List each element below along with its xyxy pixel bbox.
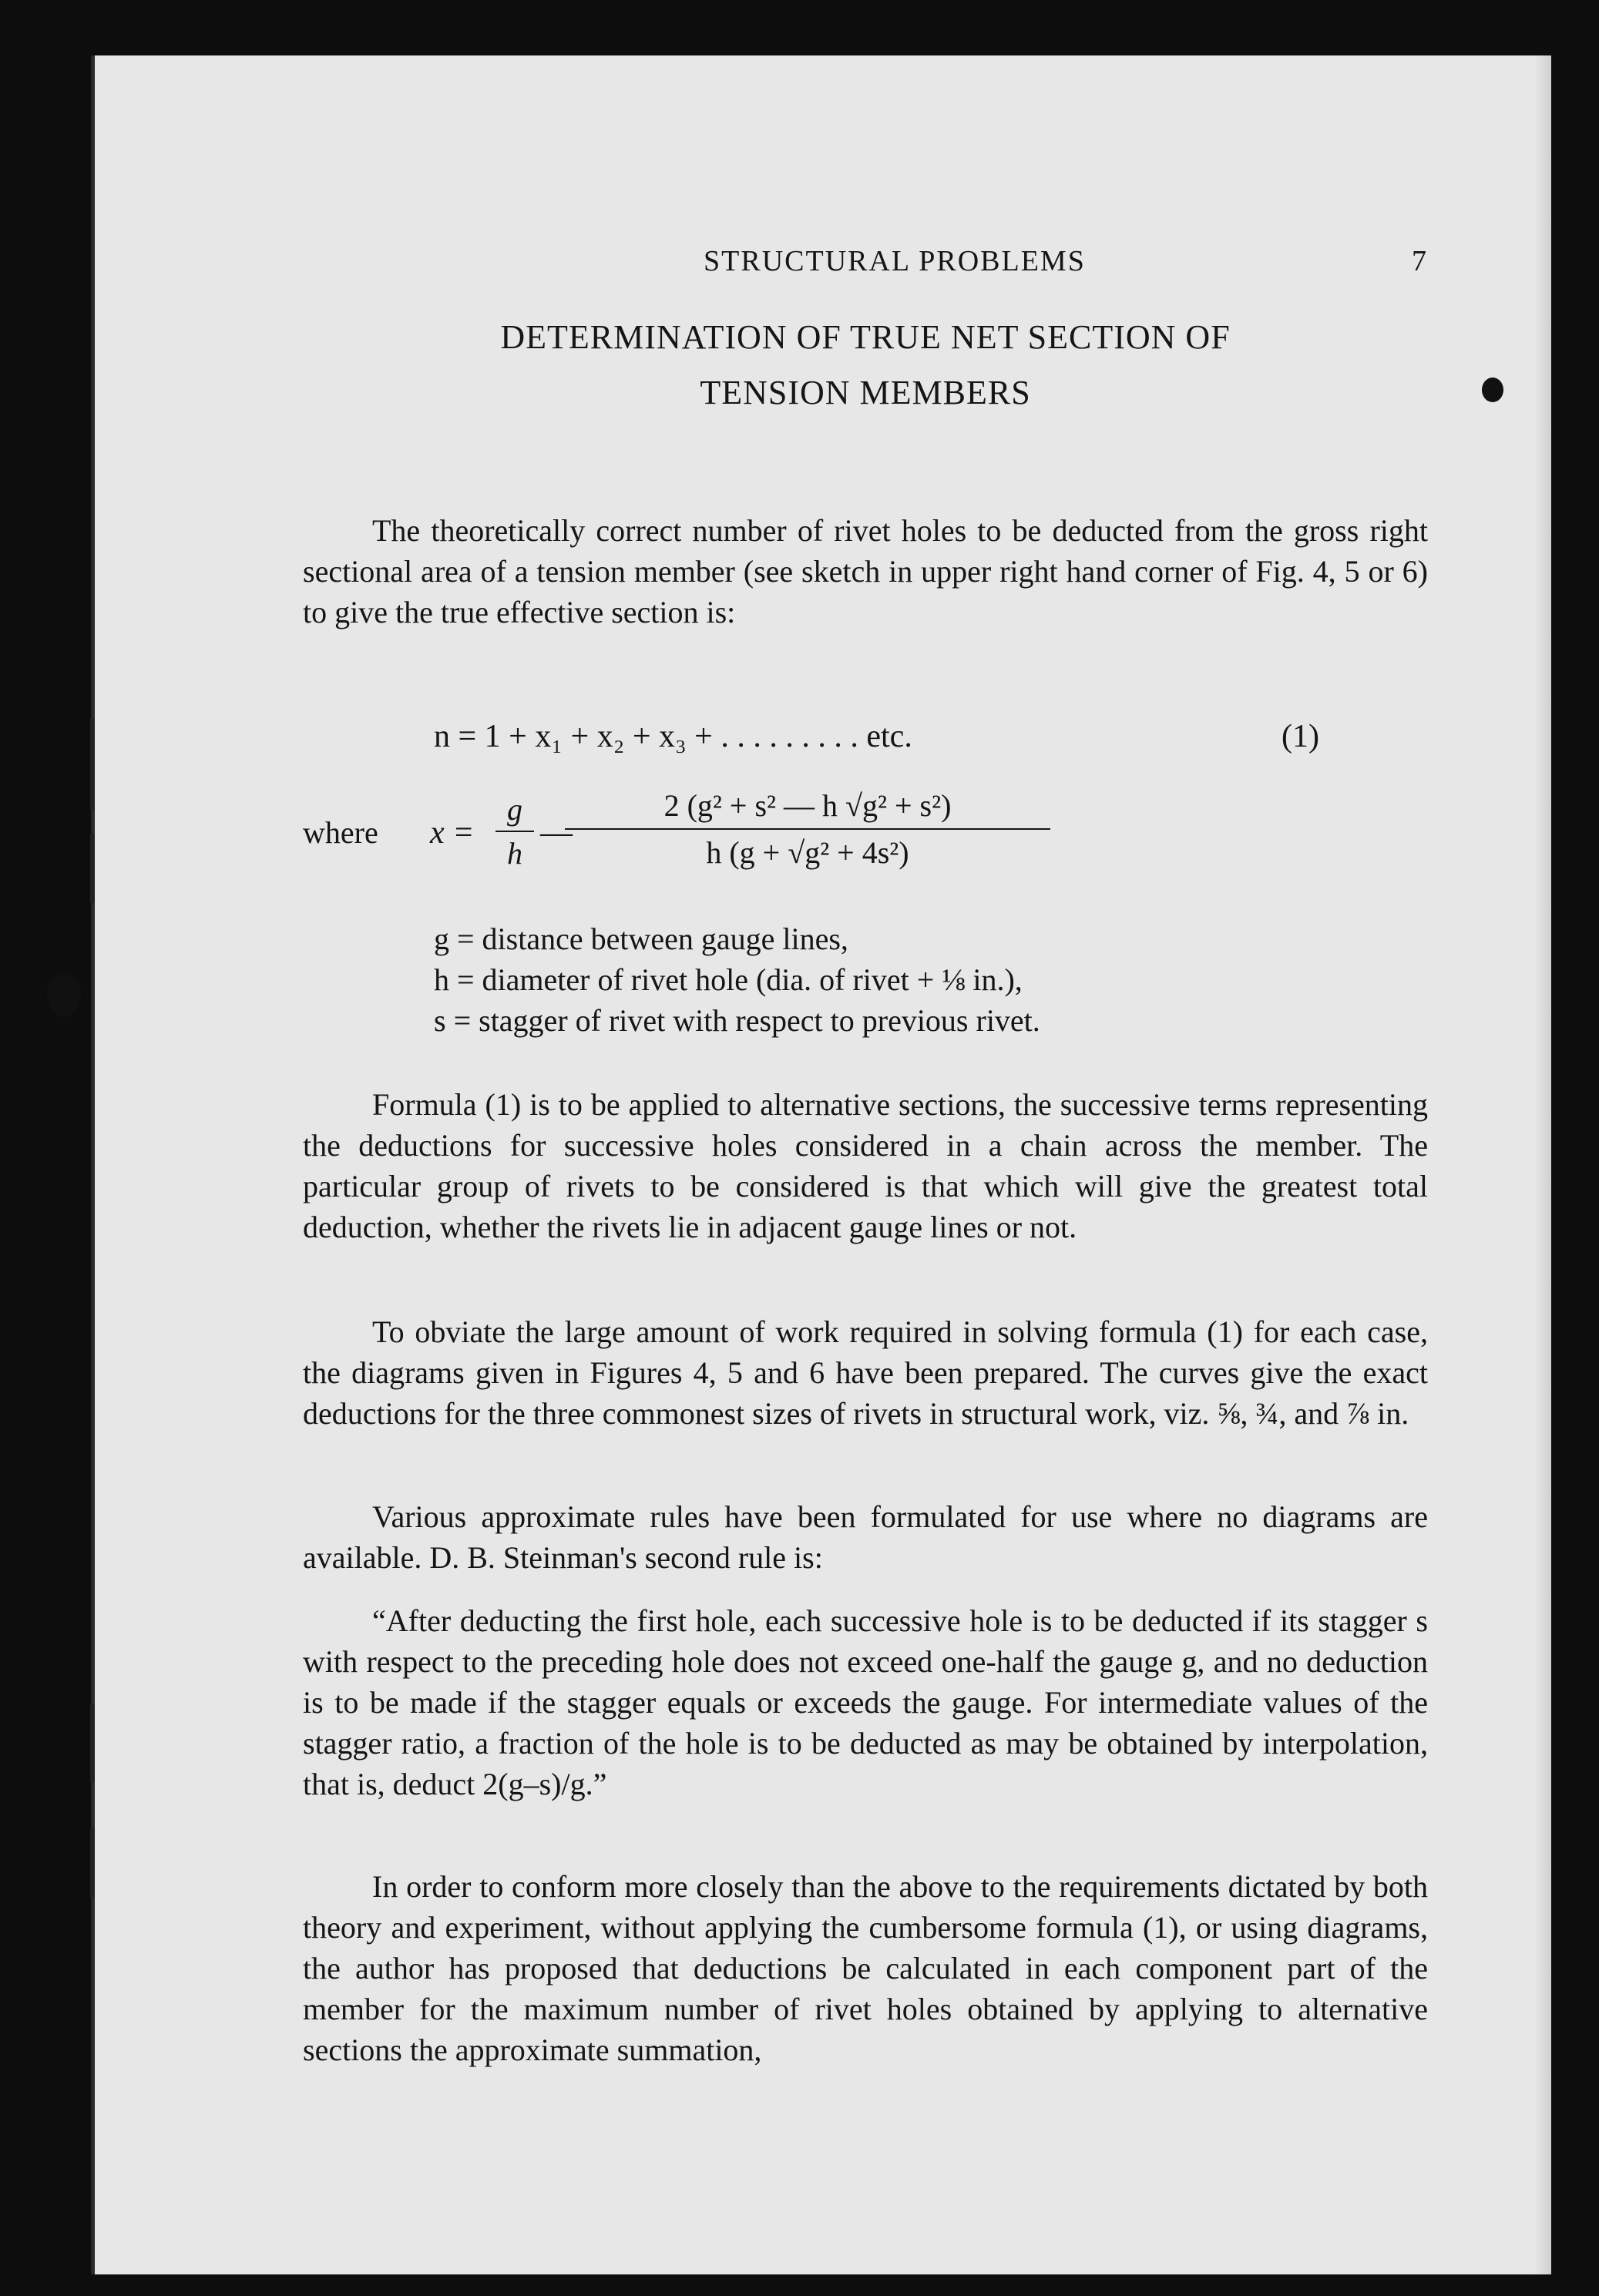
variable-definitions bbox=[434, 918, 1040, 1041]
paragraph-1: The theoretically correct number of rivet holes to be deducted from the gross right sectional area of a tension member (see sketch in upper right hand corner of Fig. 4, 5 or 6) to give the true effective section is: bbox=[303, 513, 1428, 629]
deduction-denominator: h (g + √g² + 4s²) bbox=[706, 835, 909, 870]
paragraph-2: Formula (1) is to be applied to alternative sections, the successive terms representing the deductions for successive holes considered in a chain across the member. The particular group of rivets to be considered is that which will give the greatest total deduction, whether the rivets lie in adjacent gauge lines or not. bbox=[303, 1087, 1428, 1244]
deduction-numerator: 2 (g² + s² — h √g² + s²) bbox=[663, 788, 952, 823]
definition-h: h = diameter of rivet hole (dia. of rivet + ⅛ in.), bbox=[434, 962, 1023, 997]
definition-s: s = stagger of rivet with respect to previous rivet. bbox=[434, 1003, 1040, 1038]
paragraph-3: To obviate the large amount of work required in solving formula (1) for each case, the diagrams given in Figures 4, 5 and 6 have been prepared. The curves give the exact deductions for the three commonest sizes of rivets in structural work, viz. ⅝, ¾, and ⅞ in. bbox=[303, 1314, 1428, 1431]
fraction-numerator: g bbox=[507, 792, 522, 827]
deduction-fraction bbox=[565, 787, 1050, 871]
running-head: STRUCTURAL PROBLEMS bbox=[704, 245, 1086, 277]
fraction-denominator: h bbox=[507, 836, 522, 871]
title-line-2: TENSION MEMBERS bbox=[700, 374, 1031, 411]
paragraph-6: In order to conform more closely than the above to the requirements dictated by both theory and experiment, without applying the cumbersome formula (1), or using diagrams, the author has proposed that deductions be calculated in each component part of the member for the maximum number of rivet holes obtained by applying to alternative sections the approximate summation, bbox=[303, 1869, 1428, 2067]
title-line-1: DETERMINATION OF TRUE NET SECTION OF bbox=[500, 318, 1231, 356]
binding-mark bbox=[90, 834, 95, 903]
scan-blot bbox=[47, 972, 81, 1017]
equation-1-number: (1) bbox=[1282, 719, 1319, 754]
scan-speck bbox=[1482, 378, 1503, 402]
book-page bbox=[91, 55, 1551, 2274]
fraction-g-over-h bbox=[495, 791, 534, 871]
fraction-bar bbox=[495, 831, 534, 832]
binding-mark bbox=[90, 1704, 95, 1781]
paragraph-5: “After deducting the first hole, each successive hole is to be deducted if its stagger s with respect to the preceding hole does not exceed one-half the gauge g, and no deduction is to be made if the stagger equals or exceeds the gauge. For intermediate values of the stagger ratio, a fraction of the hole is to be deducted as may be obtained by interpolation, that is, deduct 2(g–s)/g.” bbox=[303, 1603, 1428, 1801]
equation-1: n = 1 + x₁ + x₂ + x₃ + . . . . . . . . . etc. bbox=[434, 719, 912, 754]
page-number: 7 bbox=[1412, 245, 1428, 277]
equation-2-lhs: x = bbox=[430, 815, 475, 851]
section-title bbox=[303, 310, 1428, 421]
deduction-fraction-bar bbox=[565, 828, 1050, 830]
binding-mark bbox=[90, 718, 95, 811]
where-label: where bbox=[303, 815, 378, 850]
binding-mark bbox=[90, 1828, 95, 1897]
definition-g: g = distance between gauge lines, bbox=[434, 921, 848, 956]
minus-sign: — bbox=[540, 815, 573, 851]
paragraph-4: Various approximate rules have been formulated for use where no diagrams are available. D. B. Steinman's second rule is: bbox=[303, 1499, 1428, 1575]
